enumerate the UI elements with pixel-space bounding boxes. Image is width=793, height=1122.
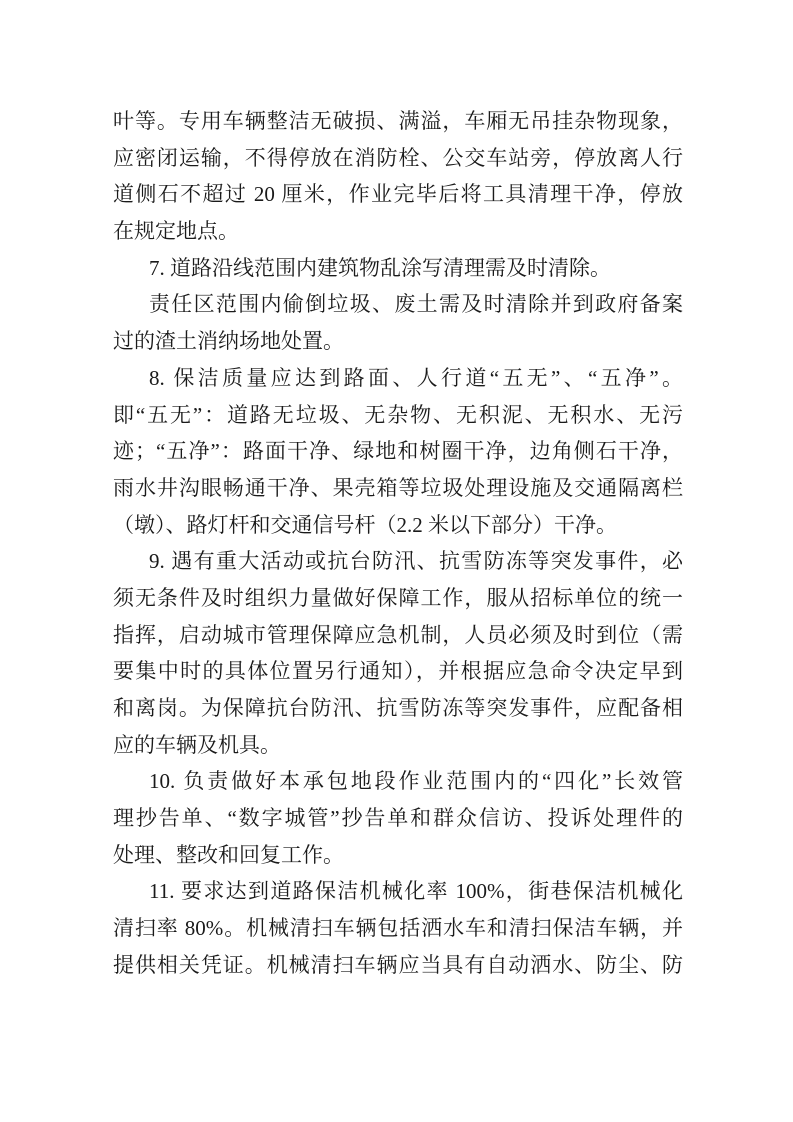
text-line: 应的车辆及机具。 xyxy=(113,732,281,757)
text-line: 9. 遇有重大活动或抗台防汛、抗雪防冻等突发事件，必 xyxy=(149,549,683,574)
text-line: 责任区范围内偷倒垃圾、废土需及时清除并到政府备案 xyxy=(149,292,683,317)
text-block xyxy=(113,103,683,984)
text-line: 雨水井沟眼畅通干净、果壳箱等垃圾处理设施及交通隔离栏 xyxy=(113,475,683,500)
text-line: 指挥，启动城市管理保障应急机制，人员必须及时到位（需 xyxy=(113,622,683,647)
text-line: 10. 负责做好本承包地段作业范围内的“四化”长效管 xyxy=(149,769,683,794)
text-line: 要集中时的具体位置另行通知），并根据应急命令决定早到 xyxy=(113,659,683,684)
text-line: 迹；“五净”：路面干净、绿地和树圈干净，边角侧石干净， xyxy=(113,439,683,464)
text-line: 在规定地点。 xyxy=(113,219,239,244)
text-line: 8. 保洁质量应达到路面、人行道“五无”、“五净”。 xyxy=(149,365,683,390)
text-line: 叶等。专用车辆整洁无破损、满溢，车厢无吊挂杂物现象， xyxy=(113,109,683,133)
text-line: 过的渣土消纳场地处置。 xyxy=(113,329,344,354)
text-line: 应密闭运输，不得停放在消防栓、公交车站旁，停放离人行 xyxy=(113,145,683,170)
text-line: 理抄告单、“数字城管”抄告单和群众信访、投诉处理件的 xyxy=(113,806,683,831)
text-line: 和离岗。为保障抗台防汛、抗雪防冻等突发事件，应配备相 xyxy=(113,696,683,720)
text-line: 提供相关凭证。机械清扫车辆应当具有自动洒水、防尘、防 xyxy=(113,952,683,977)
text-line: 道侧石不超过 20 厘米，作业完毕后将工具清理干净，停放 xyxy=(113,182,683,207)
text-line: 即“五无”：道路无垃圾、无杂物、无积泥、无积水、无污 xyxy=(113,402,683,427)
text-line: 7. 道路沿线范围内建筑物乱涂写清理需及时清除。 xyxy=(149,255,611,280)
text-line: 须无条件及时组织力量做好保障工作，服从招标单位的统一 xyxy=(113,585,683,610)
text-line: （墩）、路灯杆和交通信号杆（2.2 米以下部分）干净。 xyxy=(113,512,617,537)
text-line: 11. 要求达到道路保洁机械化率 100%，街巷保洁机械化 xyxy=(149,879,683,904)
text-line: 清扫率 80%。机械清扫车辆包括洒水车和清扫保洁车辆，并 xyxy=(113,916,683,941)
text-line: 处理、整改和回复工作。 xyxy=(113,842,344,867)
